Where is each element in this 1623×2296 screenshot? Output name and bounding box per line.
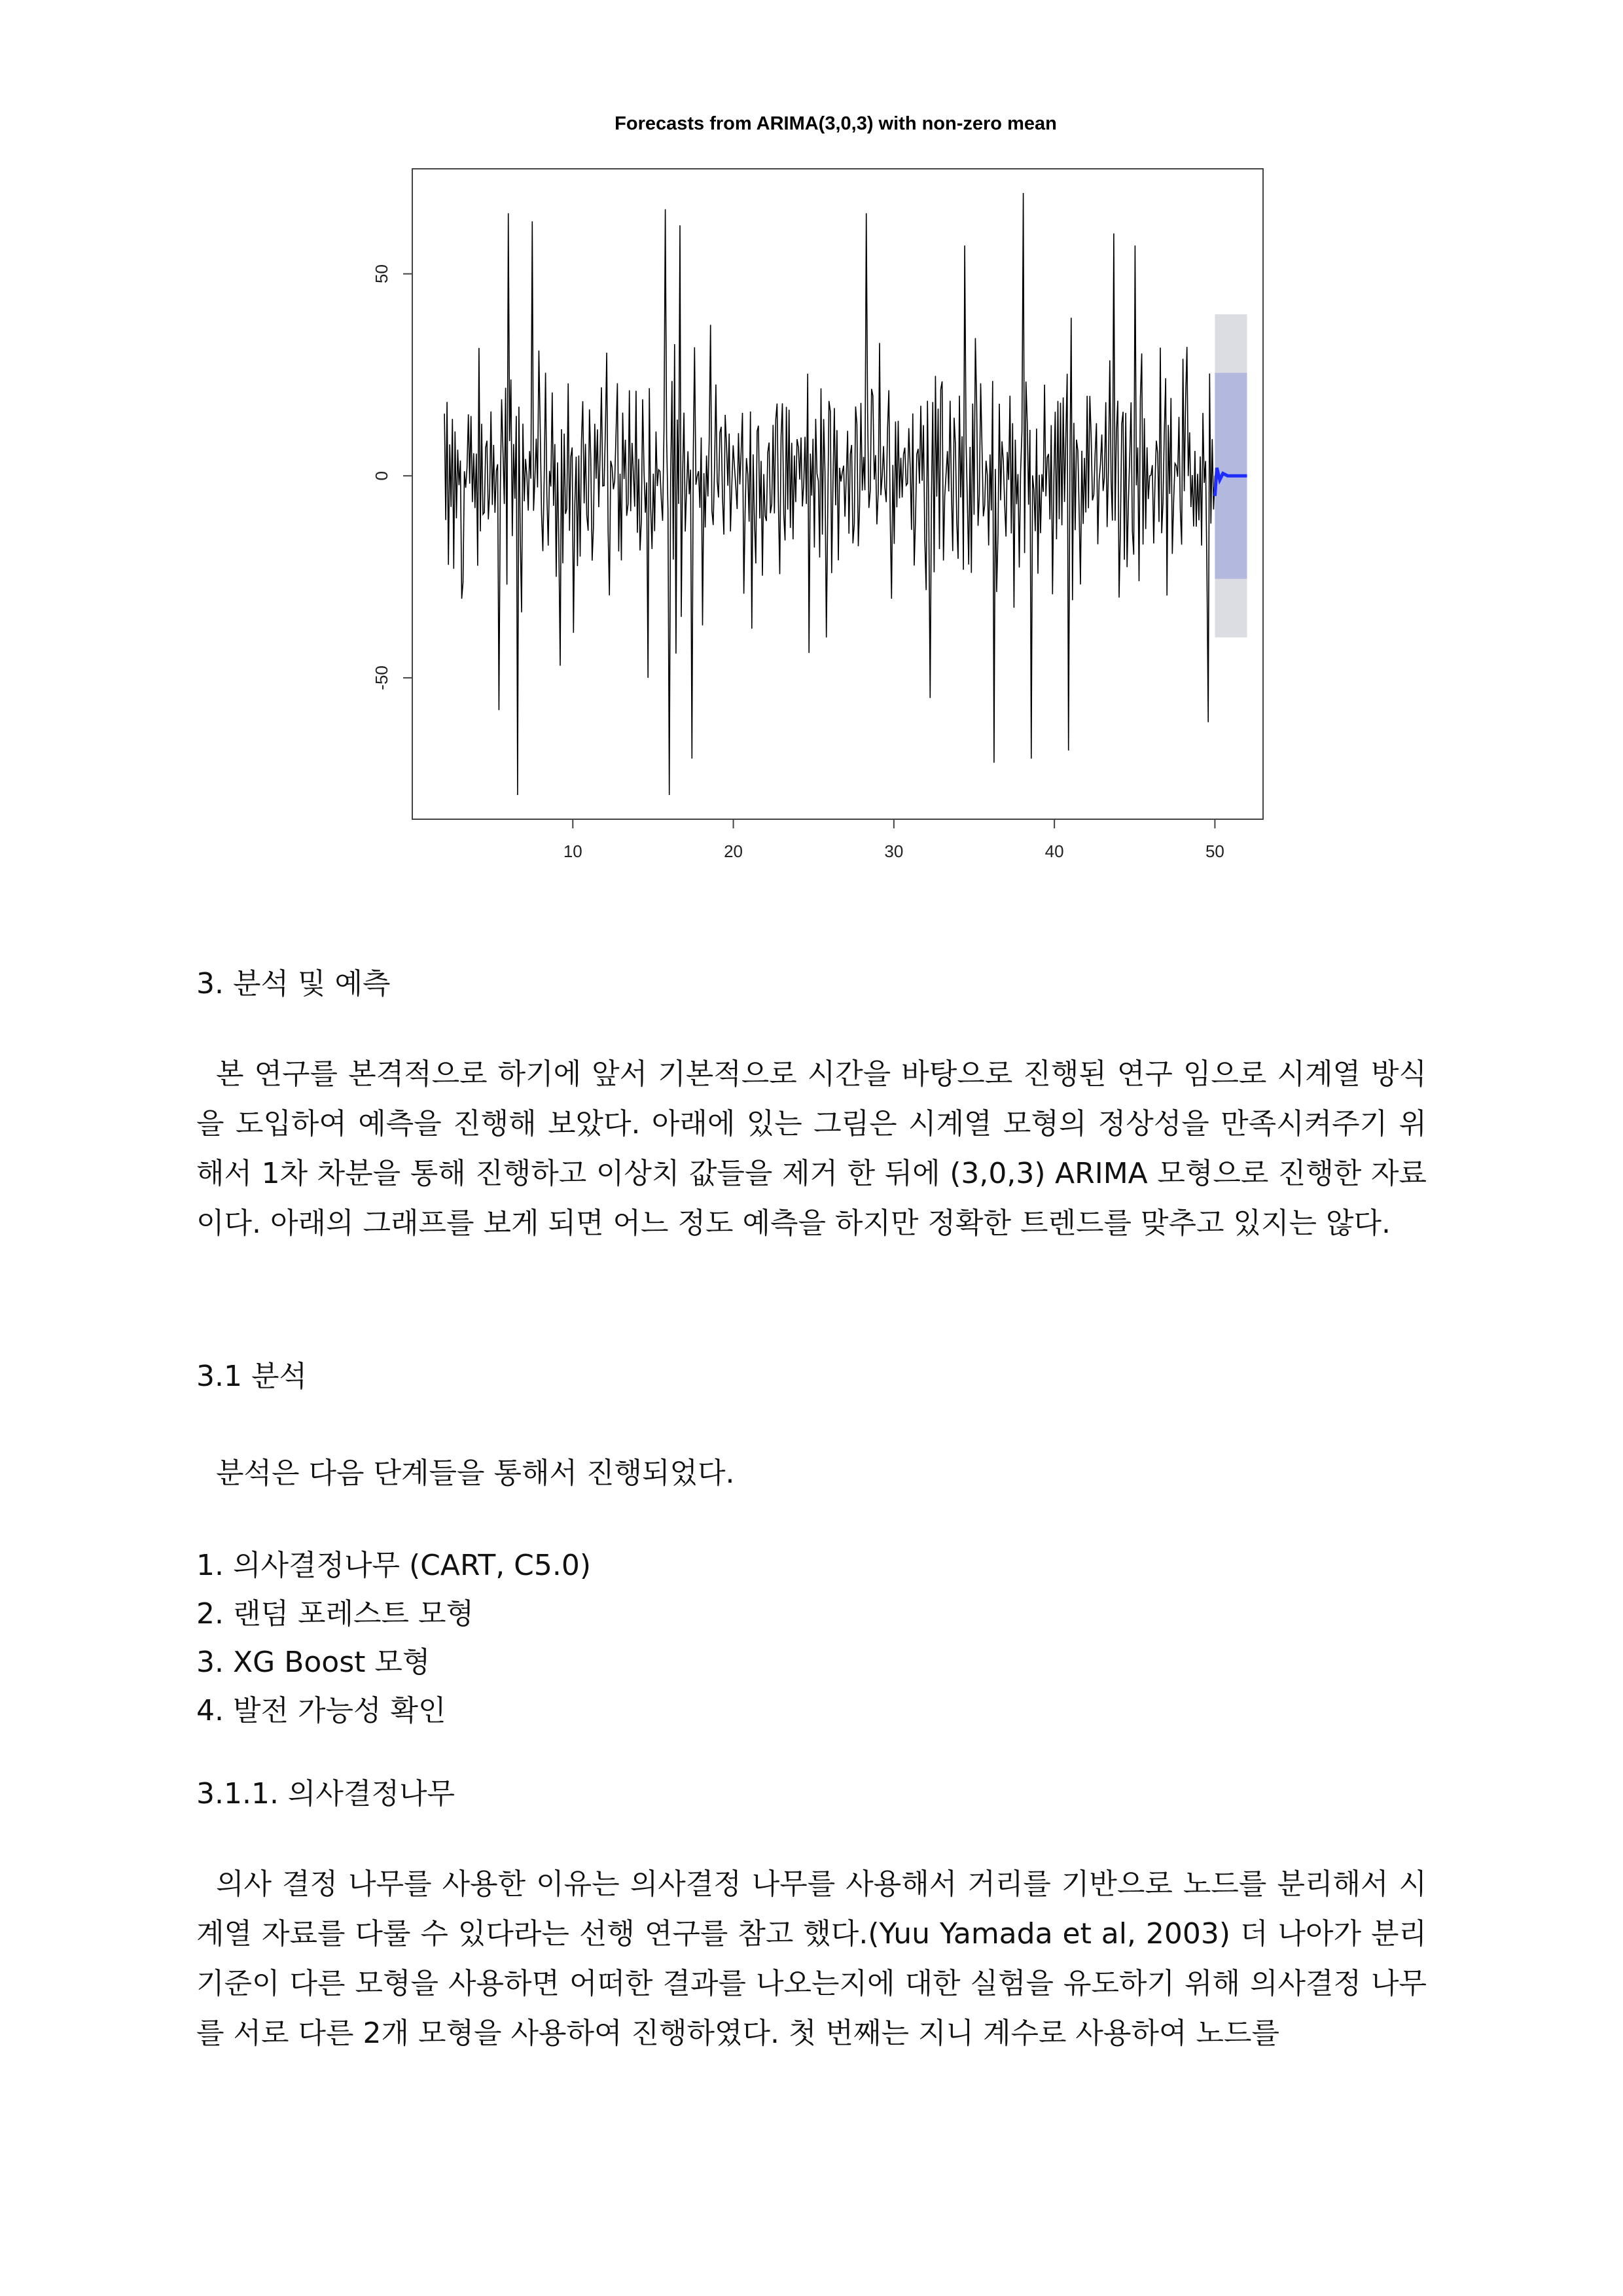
chart-title: Forecasts from ARIMA(3,0,3) with non-zero mean (615, 113, 1057, 134)
history-line (444, 193, 1215, 795)
history-series (444, 193, 1215, 795)
y-tick-label: 50 (372, 264, 391, 283)
y-tick-label: 0 (372, 470, 391, 481)
list-item: 1. 의사결정나무 (CART, C5.0) (196, 1549, 592, 1582)
section-3-paragraph: 본 연구를 본격적으로 하기에 앞서 기본적으로 시간을 바탕으로 진행된 연구 임으로 시계열 방식을 도입하여 예측을 진행해 보았다. 아래에 있는 그림은 시계열 모형의 정상성을 만족시켜주기 위해서 1차 차분을 통해 진행하고 이상치 값들을 제거 한 뒤에 (3,0,3) ARIMA 모형으로 진행한 자료이다. 아래의 그래프를 보게 되면 어느 정도 예측을 하지만 정확한 트렌드를 맞추고 있지는 않다. (196, 1057, 1427, 1240)
x-tick-label: 50 (1205, 841, 1224, 861)
x-tick-label: 20 (724, 841, 743, 861)
forecast-chart-figure (340, 98, 1309, 903)
list-item: 4. 발전 가능성 확인 (196, 1694, 446, 1727)
x-tick-label: 40 (1044, 841, 1064, 861)
section-3-heading: 3. 분석 및 예측 (196, 967, 391, 1000)
x-tick-label: 10 (563, 841, 582, 861)
forecast-chart (340, 98, 1309, 903)
section-3-1-heading: 3.1 분석 (196, 1360, 307, 1393)
section-3-1-1-heading: 3.1.1. 의사결정나무 (196, 1777, 455, 1810)
analysis-steps-list (196, 1542, 591, 1735)
section-3-1-intro: 분석은 다음 단계들을 통해서 진행되었다. (216, 1457, 735, 1490)
section-3-1-1-paragraph: 의사 결정 나무를 사용한 이유는 의사결정 나무를 사용해서 거리를 기반으로 노드를 분리해서 시계열 자료를 다룰 수 있다라는 선행 연구를 참고 했다.(Yuu Yamada et al, 2003) 더 나아가 분리 기준이 다른 모형을 사용하면 어떠한 결과를 나오는지에 대한 실험을 유도하기 위해 의사결정 나무를 서로 다른 2개 모형을 사용하여 진행하였다. 첫 번째는 지니 계수로 사용하여 노드를 (196, 1867, 1427, 2050)
list-item: 2. 랜덤 포레스트 모형 (196, 1597, 474, 1631)
list-item: 3. XG Boost 모형 (196, 1646, 431, 1679)
y-tick-label: -50 (372, 665, 391, 690)
x-tick-label: 30 (884, 841, 904, 861)
